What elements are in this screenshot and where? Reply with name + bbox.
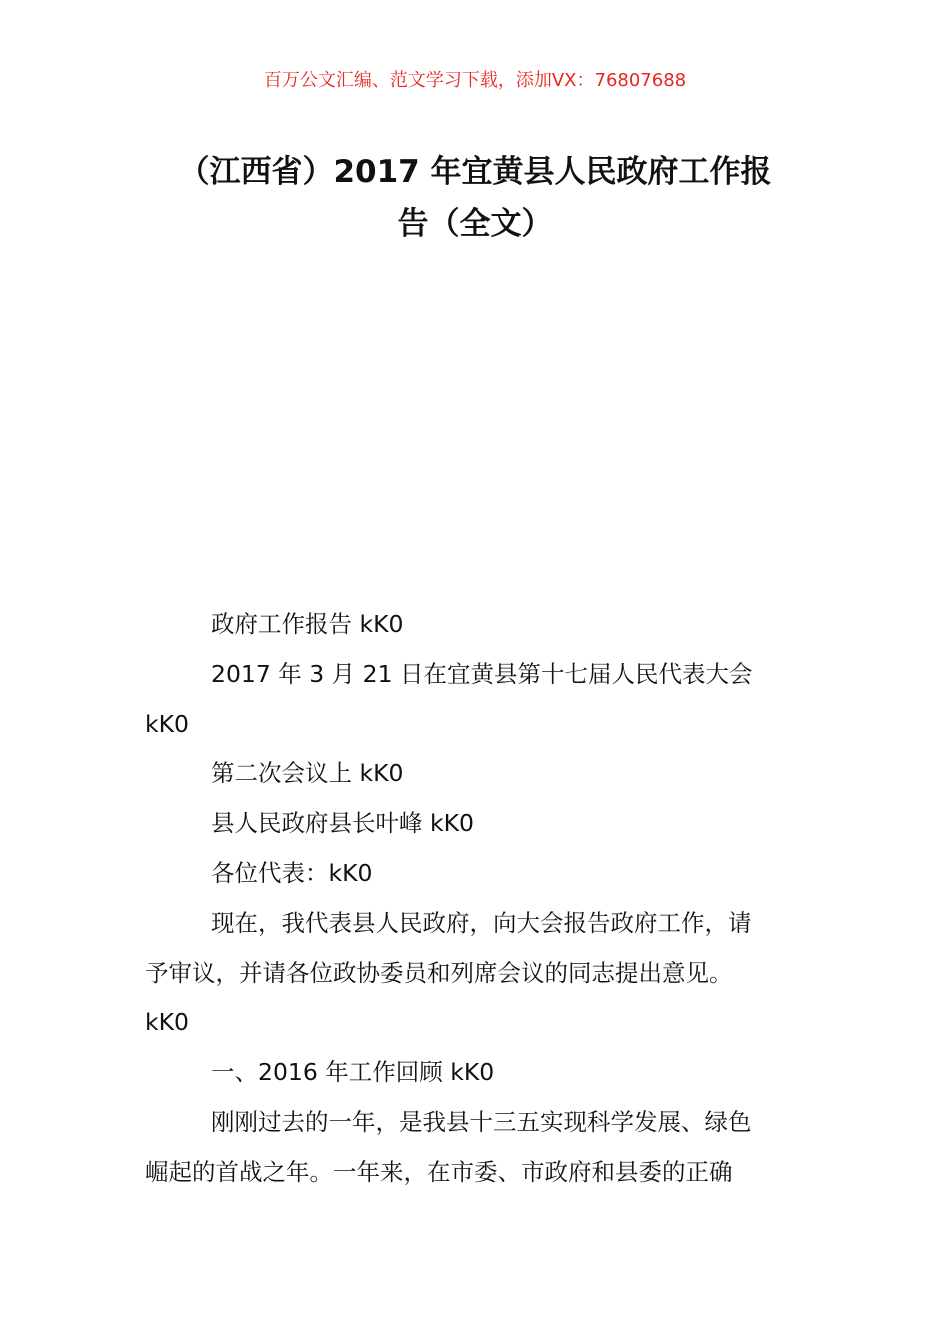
document-title — [140, 146, 810, 250]
body-line: 一、2016 年工作回顾 kK0 — [211, 1058, 495, 1087]
body-line: kK0 — [145, 709, 189, 738]
body-line: 各位代表：kK0 — [211, 858, 373, 887]
body-line: 崛起的首战之年。一年来，在市委、市政府和县委的正确 — [145, 1157, 733, 1186]
body-line: 第二次会议上 kK0 — [211, 759, 404, 788]
title-line-1: （江西省）2017 年宜黄县人民政府工作报 — [178, 154, 772, 190]
header-note: 百万公文汇编、范文学习下载，添加VX：76807688 — [263, 70, 687, 91]
body-line: 2017 年 3 月 21 日在宜黄县第十七届人民代表大会 — [211, 659, 753, 688]
document-body — [145, 600, 810, 1198]
title-line-2: 告（全文） — [397, 206, 553, 242]
body-line: 县人民政府县长叶峰 kK0 — [211, 809, 474, 838]
body-line: 现在，我代表县人民政府，向大会报告政府工作，请 — [211, 908, 752, 937]
body-line: 刚刚过去的一年，是我县十三五实现科学发展、绿色 — [211, 1107, 752, 1136]
body-line: kK0 — [145, 1008, 189, 1037]
body-line: 予审议，并请各位政协委员和列席会议的同志提出意见。 — [145, 958, 733, 987]
body-line: 政府工作报告 kK0 — [211, 610, 404, 638]
